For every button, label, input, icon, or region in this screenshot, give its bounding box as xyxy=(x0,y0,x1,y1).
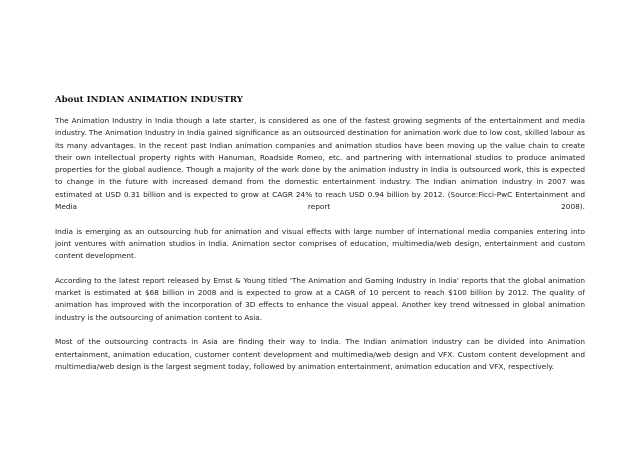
paragraph-overview: The Animation Industry in India though a late starter, is considered as one of the fastest growing segments of the entertainment and media industry. The Animation Industry in India gained significance as an outsourced destination for animation work due to low cost, skilled labour as its many advantages. In the recent past Indian animation companies and animation studios have been moving up the value chain to create their own intellectual property rights with Hanuman, Roadside Romeo, etc. and partnering with international studios to produce animated properties for the global audience. Though a majority of the work done by the animation industry in India is outsourced work, this is expected to change in the future with increased demand from the domestic entertainment industry. The Indian animation industry in 2007 was estimated at USD 0.31 billion and is expected to grow at CAGR 24% to reach USD 0.94 billion by 2012. (Source:Ficci-PwC Entertainment and Media report 2008). xyxy=(55,116,585,211)
paragraph-industry-segments: Most of the outsourcing contracts in Asia are finding their way to India. The Indian animation industry can be divided into Animation entertainment, animation education, customer content development and multimedia/web design and VFX. Custom content development and multimedia/web design is the largest segment today, followed by animation entertainment, animation education and VFX, respectively. xyxy=(55,337,585,371)
paragraph-ernst-young-report: According to the latest report released by Ernst & Young titled 'The Animation and Gaming Industry in India' reports that the global animation market is estimated at $68 billion in 2008 and is expected to grow at a CAGR of 10 percent to reach $100 billion by 2012. The quality of animation has improved with the incorporation of 3D effects to enhance the visual appeal. Another key trend witnessed in global animation industry is the outsourcing of animation content to Asia. xyxy=(55,275,585,322)
paragraph-outsourcing-hub: India is emerging as an outsourcing hub for animation and visual effects with large number of international media companies entering into joint ventures with animation studios in India. Animation sector comprises of education, multimedia/web design, entertainment and custom content development. xyxy=(55,226,585,260)
document-page xyxy=(55,94,585,386)
section-heading: About INDIAN ANIMATION INDUSTRY xyxy=(55,95,243,105)
